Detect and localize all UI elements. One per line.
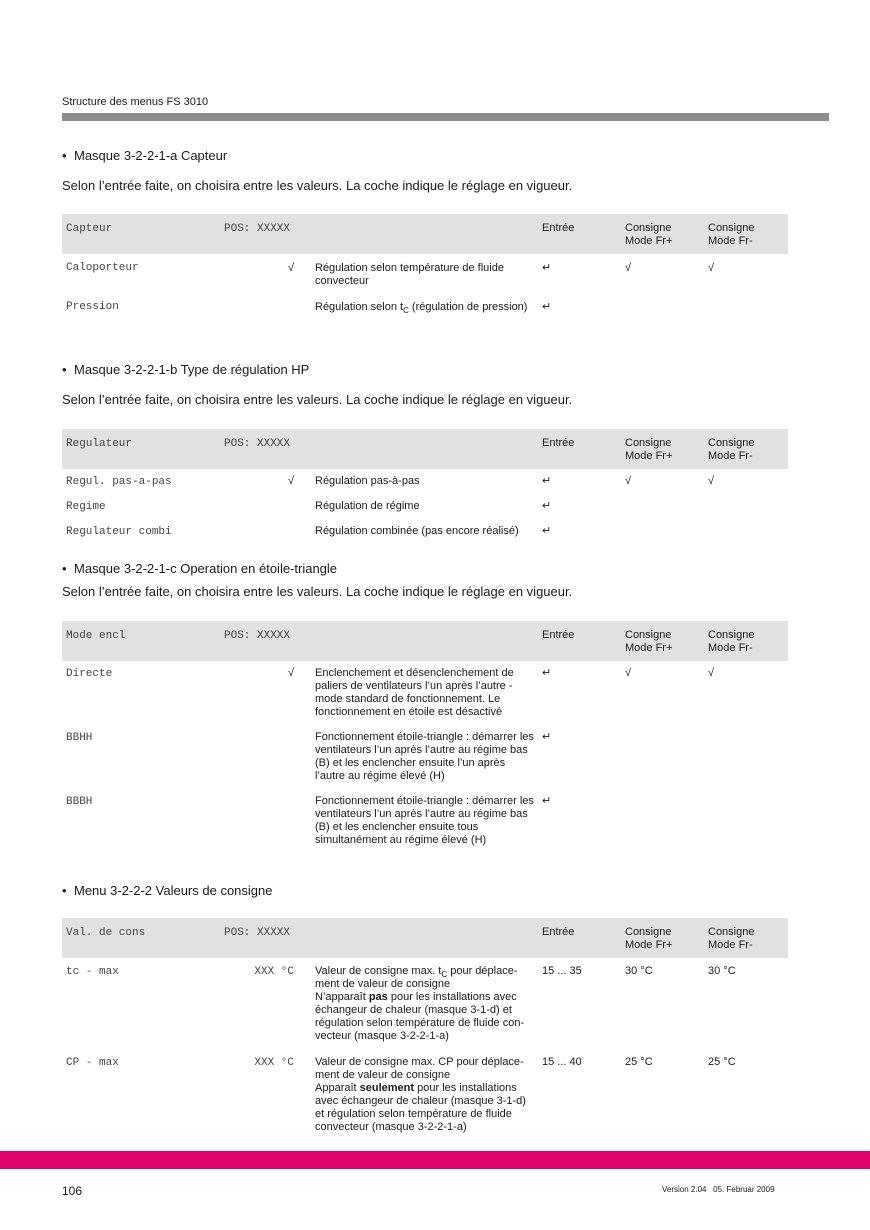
- row-name: tc - max: [66, 966, 119, 978]
- table-row: [62, 661, 788, 725]
- row-value: √: [287, 475, 294, 487]
- table-row: [62, 958, 788, 1048]
- table-row: [62, 725, 788, 789]
- row-description: Fonctionnement étoile-triangle : démarrer les ventilateurs l’un après l’autre au régime bas (B) et les enclencher ensuite l’un après l’autre au régime élevé (H): [315, 731, 534, 782]
- section-description: Selon l’entrée faite, on choisira entre les valeurs. La coche indique le réglage en vigueur.: [62, 392, 573, 407]
- col-consigne-fr-plus: Consigne Mode Fr+: [625, 926, 673, 951]
- fr-plus-value: √: [625, 667, 632, 679]
- enter-icon: ↵: [542, 475, 552, 487]
- row-description: Valeur de consigne max. CP pour déplacement de valeur de consigne Apparaît seulement pour les installations avec échangeur de chaleur (masque 3-1-d) et régulation selon température de fluide convecteur (masque 3-2-2-1-a): [315, 1056, 526, 1133]
- col-entree: Entrée: [542, 437, 575, 449]
- row-name: Pression: [66, 301, 119, 313]
- table-row: [62, 1048, 788, 1138]
- fr-minus-value: 30 °C: [708, 965, 736, 977]
- settings-table: [62, 621, 788, 853]
- fr-minus-value: √: [708, 667, 715, 679]
- pos-label: POS: XXXXX: [224, 438, 291, 450]
- row-value: √: [287, 667, 294, 679]
- fr-plus-value: 30 °C: [625, 965, 653, 977]
- row-name: Regulateur combi: [66, 526, 172, 538]
- version-label: Version 2.04 05. Februar 2009: [662, 1185, 775, 1194]
- enter-icon: ↵: [542, 795, 552, 807]
- pos-label: POS: XXXXX: [224, 223, 291, 235]
- pos-label: POS: XXXXX: [224, 927, 291, 939]
- row-description: Enclenchement et désenclenchement de paliers de ventilateurs l’un après l’autre - mode standard de fonctionnement. Le fonctionnement en étoile est désactivé: [315, 667, 514, 718]
- table-name: Regulateur: [66, 438, 133, 450]
- fr-minus-value: √: [708, 262, 715, 274]
- col-entree: Entrée: [542, 629, 575, 641]
- row-name: Directe: [66, 668, 113, 680]
- row-description: Fonctionnement étoile-triangle : démarrer les ventilateurs l’un après l’autre au régime bas (B) et les enclencher ensuite tous simultanément au régime élevé (H): [315, 795, 534, 846]
- row-name: CP - max: [66, 1057, 119, 1069]
- col-consigne-fr-minus: Consigne Mode Fr-: [708, 222, 755, 247]
- table-header: [62, 918, 788, 958]
- header-divider: [62, 113, 829, 121]
- table-row: [62, 494, 788, 519]
- table-row: [62, 519, 788, 544]
- section-title: • Masque 3-2-2-1-a Capteur: [62, 148, 228, 163]
- enter-icon: ↵: [542, 262, 552, 274]
- row-description: Régulation selon $t_C$ (régulation de pression): [315, 301, 528, 316]
- settings-table: [62, 214, 788, 334]
- settings-table: [62, 918, 788, 1138]
- page-number: 106: [62, 1184, 83, 1198]
- fr-plus-value: 25 °C: [625, 1056, 653, 1068]
- entry-range: 15 ... 40: [542, 1056, 582, 1068]
- table-header: [62, 621, 788, 661]
- fr-plus-value: √: [625, 262, 632, 274]
- row-name: BBBH: [66, 796, 93, 808]
- table-row: [62, 294, 788, 334]
- col-entree: Entrée: [542, 926, 575, 938]
- col-consigne-fr-plus: Consigne Mode Fr+: [625, 437, 673, 462]
- col-consigne-fr-plus: Consigne Mode Fr+: [625, 222, 673, 247]
- pos-label: POS: XXXXX: [224, 630, 291, 642]
- table-name: Val. de cons: [66, 927, 146, 939]
- table-row: [62, 254, 788, 294]
- enter-icon: ↵: [542, 667, 552, 679]
- section-title: • Masque 3-2-2-1-c Operation en étoile-triangle: [62, 561, 338, 576]
- row-description: Régulation selon température de fluide convecteur: [315, 262, 504, 287]
- settings-table: [62, 429, 788, 544]
- table-name: Mode encl: [66, 630, 126, 642]
- section-description: Selon l’entrée faite, on choisira entre les valeurs. La coche indique le réglage en vigueur.: [62, 584, 573, 599]
- fr-plus-value: √: [625, 475, 632, 487]
- fr-minus-value: √: [708, 475, 715, 487]
- section-description: Selon l’entrée faite, on choisira entre les valeurs. La coche indique le réglage en vigueur.: [62, 178, 573, 193]
- fr-minus-value: 25 °C: [708, 1056, 736, 1068]
- row-description: Régulation pas-à-pas: [315, 475, 420, 487]
- table-header: [62, 429, 788, 469]
- col-entree: Entrée: [542, 222, 575, 234]
- row-name: Caloporteur: [66, 262, 139, 274]
- section-title: • Masque 3-2-2-1-b Type de régulation HP: [62, 362, 310, 377]
- col-consigne-fr-minus: Consigne Mode Fr-: [708, 629, 755, 654]
- row-name: Regul. pas-a-pas: [66, 476, 172, 488]
- enter-icon: ↵: [542, 500, 552, 512]
- enter-icon: ↵: [542, 525, 552, 537]
- table-row: [62, 789, 788, 853]
- col-consigne-fr-plus: Consigne Mode Fr+: [625, 629, 673, 654]
- row-value: XXX °C: [254, 1057, 294, 1069]
- row-value: √: [287, 262, 294, 274]
- footer-accent-bar: [0, 1151, 870, 1169]
- row-value: XXX °C: [254, 966, 294, 978]
- row-name: Regime: [66, 501, 106, 513]
- table-name: Capteur: [66, 223, 113, 235]
- enter-icon: ↵: [542, 731, 552, 743]
- col-consigne-fr-minus: Consigne Mode Fr-: [708, 437, 755, 462]
- row-description: Régulation de régime: [315, 500, 420, 512]
- row-description: Régulation combinée (pas encore réalisé): [315, 525, 519, 537]
- section-title: • Menu 3-2-2-2 Valeurs de consigne: [62, 883, 273, 898]
- table-row: [62, 469, 788, 494]
- enter-icon: ↵: [542, 301, 552, 313]
- row-name: BBHH: [66, 732, 93, 744]
- page-header-title: Structure des menus FS 3010: [62, 96, 209, 108]
- col-consigne-fr-minus: Consigne Mode Fr-: [708, 926, 755, 951]
- entry-range: 15 ... 35: [542, 965, 582, 977]
- row-description: Valeur de consigne max. $t_C$ pour déplacement de valeur de consigne N’apparaît pas pour les installations avec échangeur de chaleur (masque 3-1-d) et régulation selon température de fluide convecteur (masque 3-2-2-1-a): [315, 965, 525, 1042]
- table-header: [62, 214, 788, 254]
